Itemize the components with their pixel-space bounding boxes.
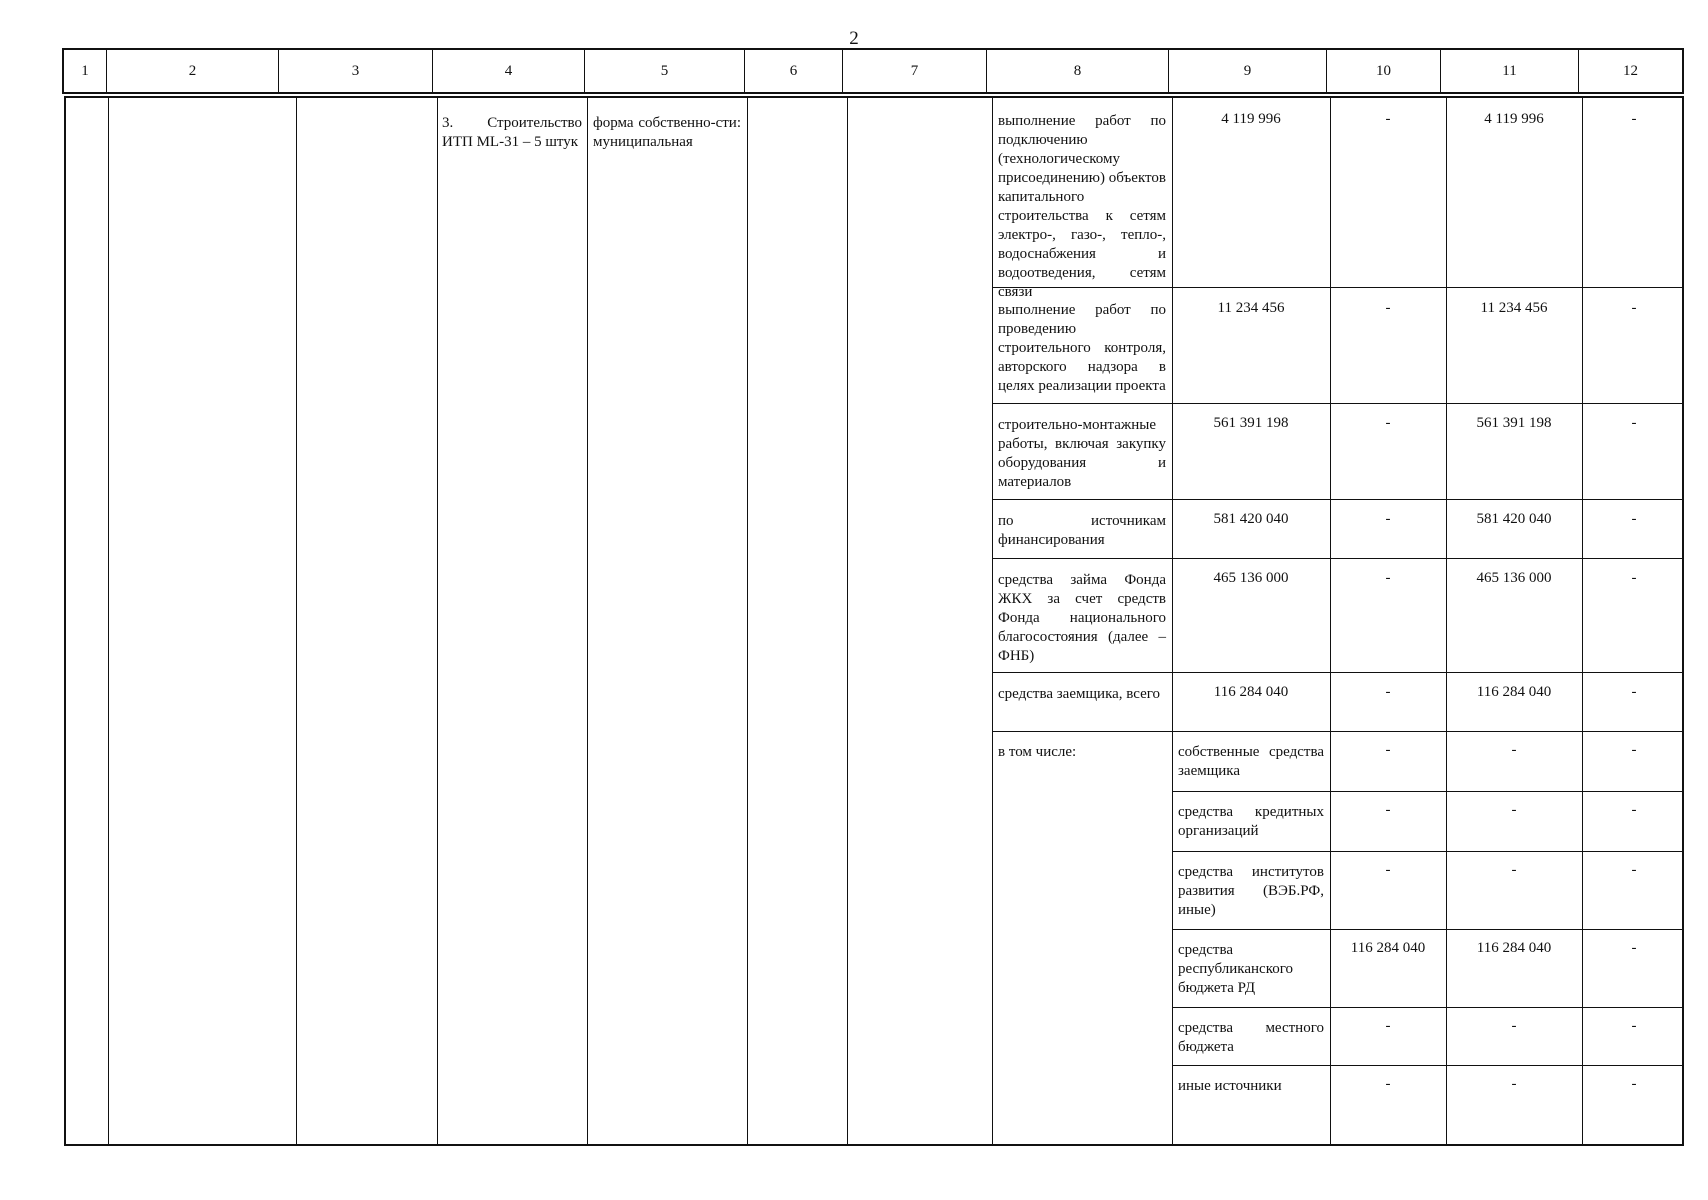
row-divider (1172, 791, 1682, 792)
row-divider (1172, 851, 1682, 852)
subrow-label: средства республиканского бюджета РД (1178, 942, 1293, 996)
value-col12: - (1631, 742, 1637, 758)
value-col10: - (1385, 684, 1391, 700)
value-col11: - (1511, 802, 1517, 818)
value-col10: - (1385, 742, 1391, 758)
object-name-cell: 3. Строительство ИТП ML-31 – 5 штук (442, 115, 582, 150)
financing-table (64, 96, 1684, 1146)
including-label: в том числе: (998, 744, 1077, 760)
column-header-10: 10 (1326, 50, 1440, 92)
value-col11: - (1511, 862, 1517, 878)
value-col10: 116 284 040 (1350, 940, 1426, 956)
row-label: выполнение работ по проведению строительного контроля, авторского надзора в целях реализации проекта (998, 302, 1166, 394)
value-col9: 116 284 040 (1213, 684, 1289, 700)
page-number: 2 (849, 28, 859, 49)
value-col10: - (1385, 511, 1391, 527)
value-col9: 4 119 996 (1221, 111, 1281, 127)
value-col12: - (1631, 415, 1637, 431)
row-divider (992, 731, 1682, 732)
subrow-label: средства местного бюджета (1178, 1020, 1324, 1055)
subrow-label: собственные средства заемщика (1178, 744, 1324, 779)
col-divider (1446, 98, 1447, 1144)
row-label: по источникам финансирования (998, 513, 1166, 548)
value-col11: - (1511, 742, 1517, 758)
subrow-label: средства кредитных организаций (1178, 804, 1324, 839)
value-col12: - (1631, 862, 1637, 878)
col-divider (1582, 98, 1583, 1144)
row-label: выполнение работ по подключению (технологическому присоединению) объектов капитального строительства к сетям электро-, газо-, тепло-, водоснабжения и водоотведения, сетям связи (998, 113, 1166, 300)
value-col10: - (1385, 1076, 1391, 1092)
value-col10: - (1385, 570, 1391, 586)
row-divider (1172, 1007, 1682, 1008)
value-col9: 561 391 198 (1213, 415, 1289, 431)
row-divider (992, 403, 1682, 404)
col-divider (747, 98, 748, 1144)
column-header-8: 8 (986, 50, 1168, 92)
value-col9: 465 136 000 (1213, 570, 1289, 586)
subrow-label: иные источники (1178, 1078, 1282, 1094)
value-col12: - (1631, 570, 1637, 586)
row-label: средства займа Фонда ЖКХ за счет средств Фонда национального благосостояния (далее – ФНБ) (998, 572, 1166, 664)
col-divider (1330, 98, 1331, 1144)
row-divider (992, 558, 1682, 559)
column-header-4: 4 (432, 50, 584, 92)
value-col12: - (1631, 111, 1637, 127)
row-label: средства заемщика, всего (998, 686, 1161, 702)
value-col11: - (1511, 1018, 1517, 1034)
value-col12: - (1631, 1076, 1637, 1092)
column-header-5: 5 (584, 50, 744, 92)
row-label: строительно-монтажные работы, включая закупку оборудования и материалов (998, 417, 1166, 490)
value-col10: - (1385, 862, 1391, 878)
column-header-7: 7 (842, 50, 986, 92)
col-divider (847, 98, 848, 1144)
value-col11: 116 284 040 (1476, 940, 1552, 956)
value-col10: - (1385, 300, 1391, 316)
column-header-11: 11 (1440, 50, 1578, 92)
value-col9: 581 420 040 (1213, 511, 1289, 527)
column-header-row (62, 48, 1684, 94)
value-col10: - (1385, 1018, 1391, 1034)
value-col12: - (1631, 684, 1637, 700)
row-divider (992, 499, 1682, 500)
value-col11: 561 391 198 (1476, 415, 1552, 431)
value-col12: - (1631, 1018, 1637, 1034)
column-header-1: 1 (81, 63, 89, 79)
row-divider (1172, 1065, 1682, 1066)
value-col9: 11 234 456 (1217, 300, 1285, 316)
col-divider (1172, 98, 1173, 1144)
column-header-3: 3 (278, 50, 432, 92)
column-header-2: 2 (106, 50, 278, 92)
value-col10: - (1385, 802, 1391, 818)
value-col12: - (1631, 300, 1637, 316)
column-header-6: 6 (744, 50, 842, 92)
value-col12: - (1631, 802, 1637, 818)
ownership-form-cell: форма собственно-сти: муниципальная (593, 115, 741, 150)
value-col12: - (1631, 940, 1637, 956)
value-col11: 116 284 040 (1476, 684, 1552, 700)
value-col10: - (1385, 415, 1391, 431)
row-divider (992, 672, 1682, 673)
col-divider (296, 98, 297, 1144)
subrow-label: средства институтов развития (ВЭБ.РФ, иные) (1178, 864, 1324, 918)
col-divider (992, 98, 993, 1144)
value-col12: - (1631, 511, 1637, 527)
col-divider (587, 98, 588, 1144)
value-col10: - (1385, 111, 1391, 127)
column-header-12: 12 (1578, 50, 1682, 92)
col-divider (108, 98, 109, 1144)
col-divider (437, 98, 438, 1144)
value-col11: - (1511, 1076, 1517, 1092)
value-col11: 4 119 996 (1484, 111, 1544, 127)
value-col11: 465 136 000 (1476, 570, 1552, 586)
value-col11: 11 234 456 (1480, 300, 1548, 316)
row-divider (1172, 929, 1682, 930)
value-col11: 581 420 040 (1476, 511, 1552, 527)
column-header-9: 9 (1168, 50, 1326, 92)
